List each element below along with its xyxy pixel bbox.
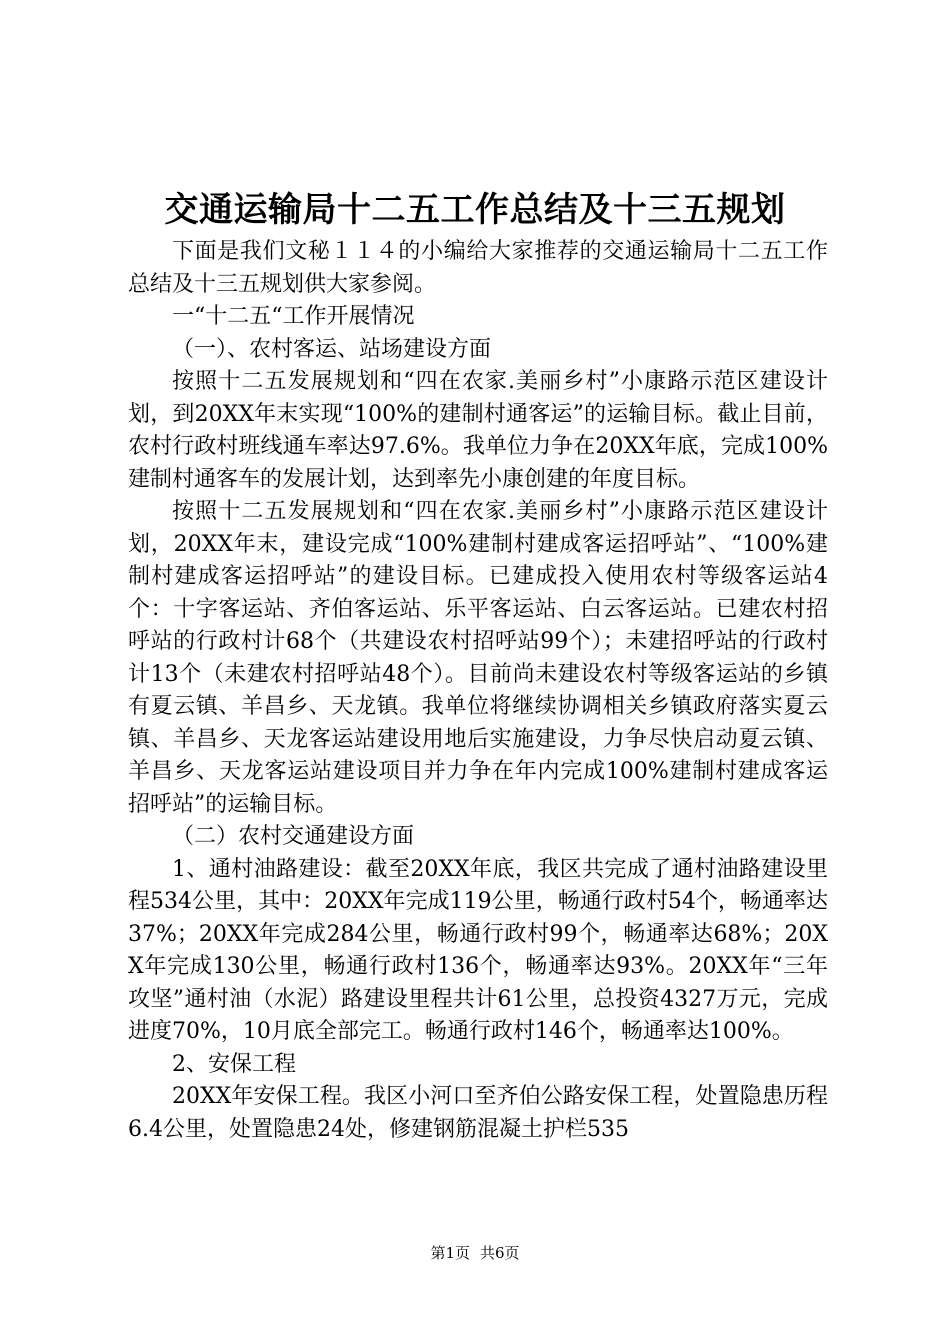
- page-number-total: 共6页: [480, 1244, 520, 1262]
- section-heading-1: 一“十二五“工作开展情况: [172, 304, 415, 329]
- body-paragraph: 按照十二五发展规划和“四在农家.美丽乡村”小康路示范区建设计划，到20XX年末实现“100%的建制村通客运”的运输目标。截止目前，农村行政村班线通车率达97.6%。我单位力争在20XX年底，完成100%建制村通客车的发展计划，达到率先小康创建的年度目标。: [128, 369, 828, 492]
- page-number-current: 第1页: [430, 1244, 470, 1262]
- item-heading-2: 2、安保工程: [172, 1051, 296, 1077]
- subsection-heading-1: （一）、农村客运、站场建设方面: [172, 336, 492, 362]
- document-title: 交通运输局十二五工作总结及十三五规划: [164, 190, 786, 230]
- body-paragraph: 1、通村油路建设：截至20XX年底，我区共完成了通村油路建设里程534公里，其中：20XX年完成119公里，畅通行政村54个，畅通率达37%；20XX年完成284公里，畅通行政村99个，畅通率达68%；20XX年完成130公里，畅通行政村136个，畅通率达93%。20XX年“三年攻坚”通村油（水泥）路建设里程共计61公里，总投资4327万元，完成进度70%，10月底全部完工。畅通行政村146个，畅通率达100%。: [128, 856, 828, 1044]
- body-paragraph: 20XX年安保工程。我区小河口至齐伯公路安保工程，处置隐患历程6.4公里，处置隐患24处，修建钢筋混凝土护栏535: [128, 1084, 828, 1142]
- page-footer: [0, 1243, 950, 1263]
- body-paragraph: 按照十二五发展规划和“四在农家.美丽乡村”小康路示范区建设计划，20XX年末，建设完成“100%建制村建成客运招呼站”、“100%建制村建成客运招呼站”的建设目标。已建成投入使用农村等级客运站4个：十字客运站、齐伯客运站、乐平客运站、白云客运站。已建农村招呼站的行政村计68个（共建设农村招呼站99个）；未建招呼站的行政村计13个（未建农村招呼站48个）。目前尚未建设农村等级客运站的乡镇有夏云镇、羊昌乡、天龙镇。我单位将继续协调相关乡镇政府落实夏云镇、羊昌乡、天龙客运站建设用地后实施建设，力争尽快启动夏云镇、羊昌乡、天龙客运站建设项目并力争在年内完成100%建制村建成客运招呼站”的运输目标。: [128, 499, 828, 817]
- intro-paragraph: 下面是我们文秘１１４的小编给大家推荐的交通运输局十二五工作总结及十三五规划供大家参阅。: [128, 239, 828, 297]
- document-body: [128, 236, 828, 1146]
- subsection-heading-2: （二）农村交通建设方面: [172, 824, 415, 849]
